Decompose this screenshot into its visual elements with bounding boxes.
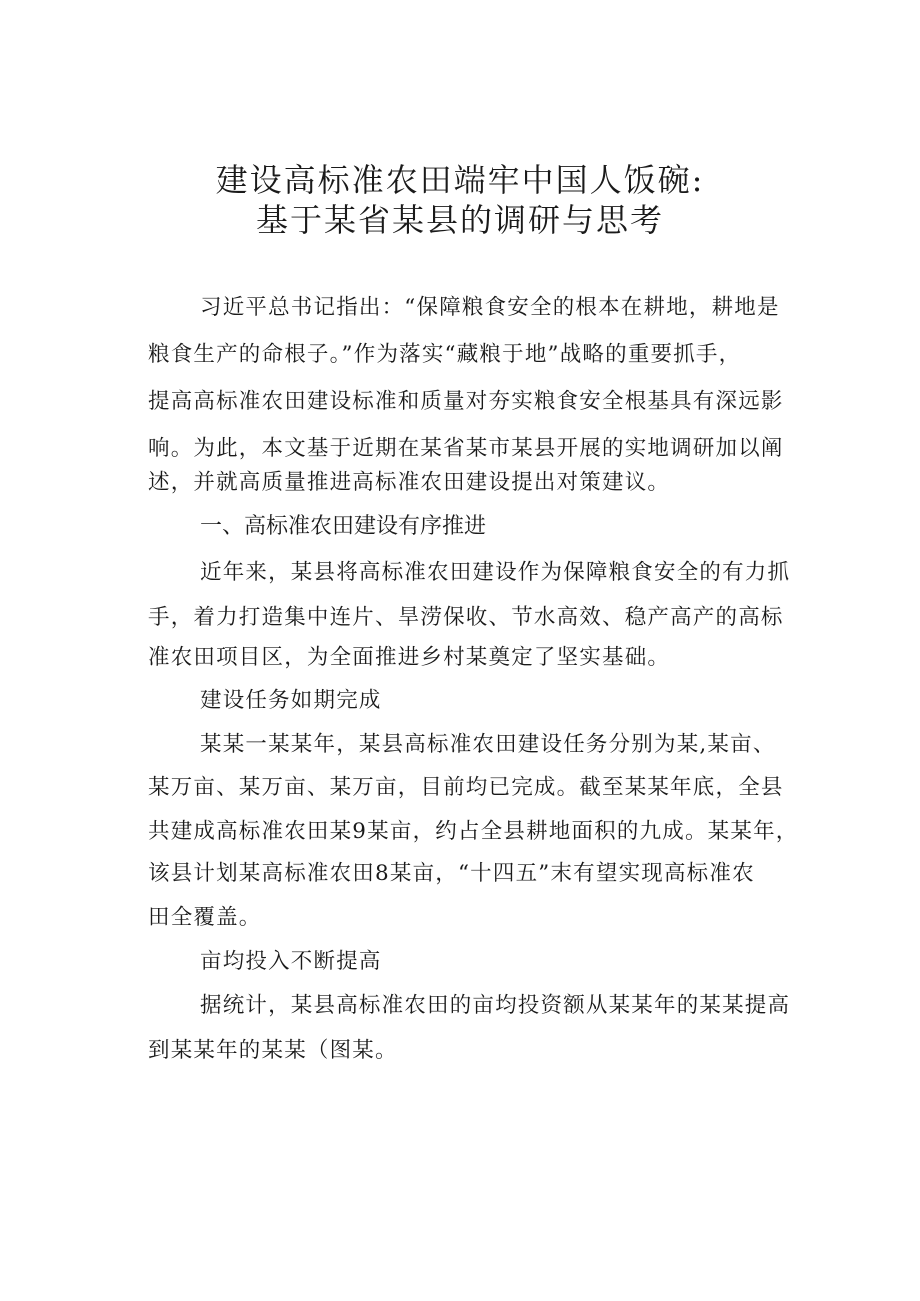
sub1-line-5: 田全覆盖。 xyxy=(148,905,262,930)
intro-line-5: 述，并就高质量推进高标准农田建设提出对策建议。 xyxy=(148,470,671,495)
sub2-line-1: 据统计，某县高标准农田的亩均投资额从某某年的某某提高 xyxy=(200,993,791,1018)
section1-line-2: 手，着力打造集中连片、旱涝保收、节水高效、稳产高产的高标 xyxy=(148,605,784,630)
subheading-1: 建设任务如期完成 xyxy=(200,688,382,713)
section1-line-3: 准农田项目区，为全面推进乡村某奠定了坚实基础。 xyxy=(148,645,671,670)
intro-line-4: 响。为此，本文基于近期在某省某市某县开展的实地调研加以阐 xyxy=(148,436,784,461)
intro-line-1: 习近平总书记指出：“保障粮食安全的根本在耕地，耕地是 xyxy=(200,295,780,320)
sub1-line-4: 该县计划某高标准农田8某亩，“十四五”末有望实现高标准农 xyxy=(148,861,755,886)
sub1-line-2: 某万亩、某万亩、某万亩，目前均已完成。截至某某年底，全县 xyxy=(148,775,784,800)
sub1-line-3: 共建成高标准农田某9某亩，约占全县耕地面积的九成。某某年， xyxy=(148,819,799,844)
document-title-line-2: 基于某省某县的调研与思考 xyxy=(255,201,664,239)
section1-line-1: 近年来，某县将高标准农田建设作为保障粮食安全的有力抓 xyxy=(200,560,791,585)
sub2-line-2: 到某某年的某某（图某。 xyxy=(148,1038,398,1063)
document-title-line-1: 建设高标准农田端牢中国人饭碗: xyxy=(215,161,705,199)
intro-line-3: 提高高标准农田建设标准和质量对夯实粮食安全根基具有深远影 xyxy=(148,389,784,414)
subheading-2: 亩均投入不断提高 xyxy=(200,949,382,974)
sub1-line-1: 某某一某某年，某县高标准农田建设任务分别为某,某亩、 xyxy=(200,732,776,757)
section-heading-1: 一、高标准农田建设有序推进 xyxy=(200,514,487,539)
intro-line-2: 粮食生产的命根子。”作为落实“藏粮于地”战略的重要抓手， xyxy=(148,342,742,367)
